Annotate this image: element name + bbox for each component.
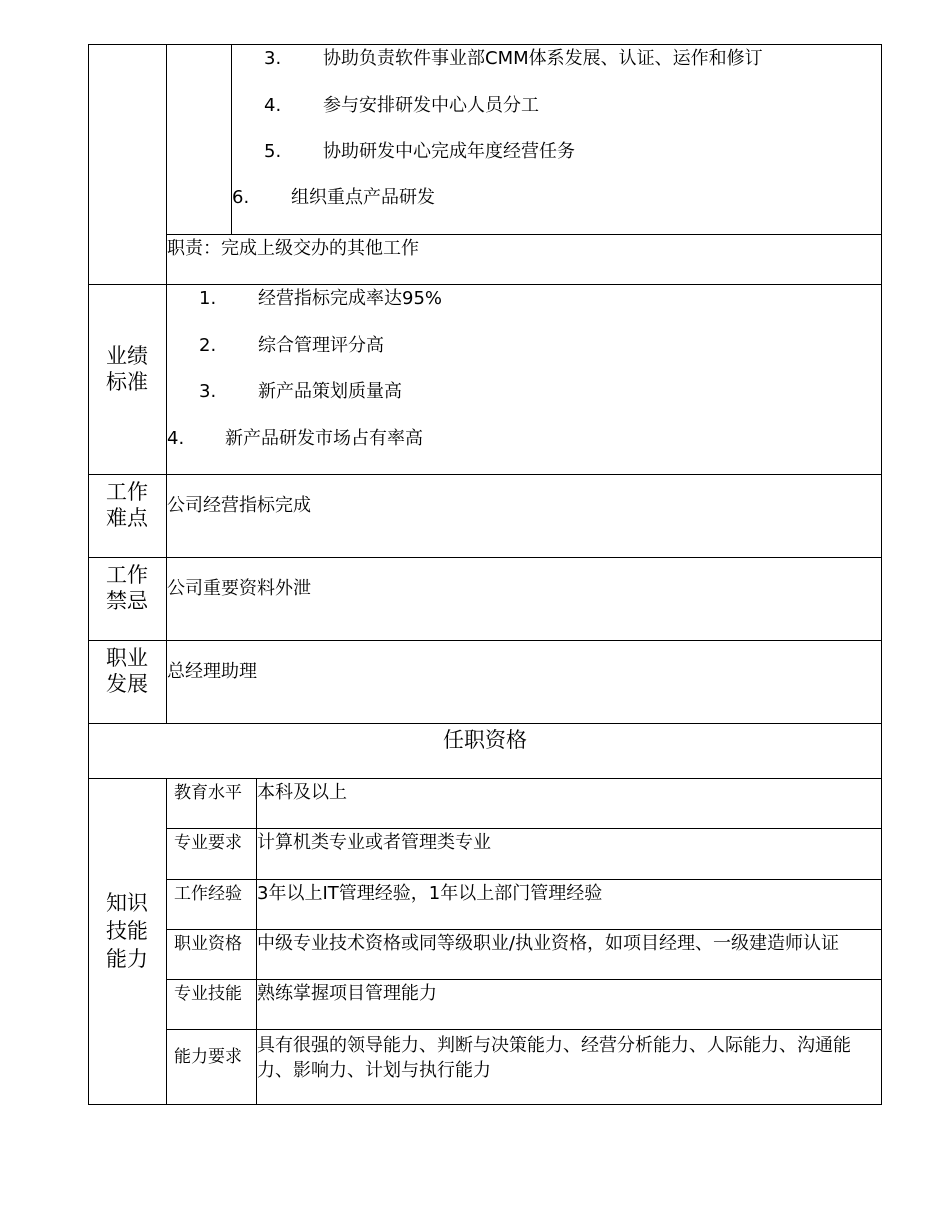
certification-label: 职业资格 xyxy=(174,934,242,954)
experience-value: 3年以上IT管理经验，1年以上部门管理经验 xyxy=(257,883,603,904)
row-divider-certification xyxy=(166,929,882,930)
duty-item-number: 4. xyxy=(264,95,282,116)
table-border-bottom xyxy=(88,1104,882,1105)
taboo-label: 工作 禁忌 xyxy=(106,563,148,613)
career-text: 总经理助理 xyxy=(167,661,257,682)
duty-item-number: 3. xyxy=(264,48,282,69)
experience-label: 工作经验 xyxy=(174,884,242,904)
qualification-header: 任职资格 xyxy=(443,728,527,752)
table-border-left xyxy=(88,44,89,1105)
duty-item-text: 参与安排研发中心人员分工 xyxy=(323,95,539,116)
row-divider-performance xyxy=(88,284,882,285)
table-border-right xyxy=(881,44,882,1105)
row-divider-duties-other xyxy=(166,234,882,235)
performance-item-text: 新产品策划质量高 xyxy=(258,381,402,402)
career-label: 职业 发展 xyxy=(106,646,148,696)
duties-other-text: 职责：完成上级交办的其他工作 xyxy=(167,238,419,259)
taboo-text: 公司重要资料外泄 xyxy=(167,578,311,599)
label-column-divider-upper xyxy=(166,44,167,724)
performance-item-number: 1. xyxy=(199,288,217,309)
duty-item-number: 6. xyxy=(232,187,250,208)
row-divider-abilities xyxy=(166,1029,882,1030)
performance-item-number: 4. xyxy=(167,428,185,449)
performance-item-number: 3. xyxy=(199,381,217,402)
row-divider-skills xyxy=(166,979,882,980)
difficulty-label: 工作 难点 xyxy=(106,480,148,530)
row-divider-qualification-header xyxy=(88,723,882,724)
performance-item-number: 2. xyxy=(199,335,217,356)
duty-item-text: 协助负责软件事业部CMM体系发展、认证、运作和修订 xyxy=(323,48,763,69)
abilities-value: 具有很强的领导能力、判断与决策能力、经营分析能力、人际能力、沟通能力、影响力、计划与执行能力 xyxy=(257,1035,851,1081)
performance-item-text: 新产品研发市场占有率高 xyxy=(225,428,423,449)
duty-item-number: 5. xyxy=(264,141,282,162)
performance-item-text: 经营指标完成率达95% xyxy=(258,288,443,309)
row-divider-difficulty xyxy=(88,474,882,475)
knowledge-label: 知识 技能 能力 xyxy=(106,891,148,971)
row-divider-taboo xyxy=(88,557,882,558)
major-value: 计算机类专业或者管理类专业 xyxy=(257,832,491,853)
skills-value: 熟练掌握项目管理能力 xyxy=(257,983,437,1004)
difficulty-text: 公司经营指标完成 xyxy=(167,495,311,516)
row-divider-knowledge xyxy=(88,778,882,779)
education-label: 教育水平 xyxy=(174,783,242,803)
major-label: 专业要求 xyxy=(174,833,242,853)
performance-label: 业绩 标准 xyxy=(106,344,148,394)
certification-value: 中级专业技术资格或同等级职业/执业资格，如项目经理、一级建造师认证 xyxy=(257,933,840,954)
abilities-label: 能力要求 xyxy=(174,1047,242,1067)
duty-item-text: 协助研发中心完成年度经营任务 xyxy=(323,141,575,162)
performance-item-text: 综合管理评分高 xyxy=(258,335,384,356)
row-divider-career xyxy=(88,640,882,641)
education-value: 本科及以上 xyxy=(257,782,347,803)
skills-label: 专业技能 xyxy=(174,984,242,1004)
row-divider-major xyxy=(166,828,882,829)
duty-item-text: 组织重点产品研发 xyxy=(291,187,435,208)
table-border-top xyxy=(88,44,882,45)
row-divider-experience xyxy=(166,879,882,880)
